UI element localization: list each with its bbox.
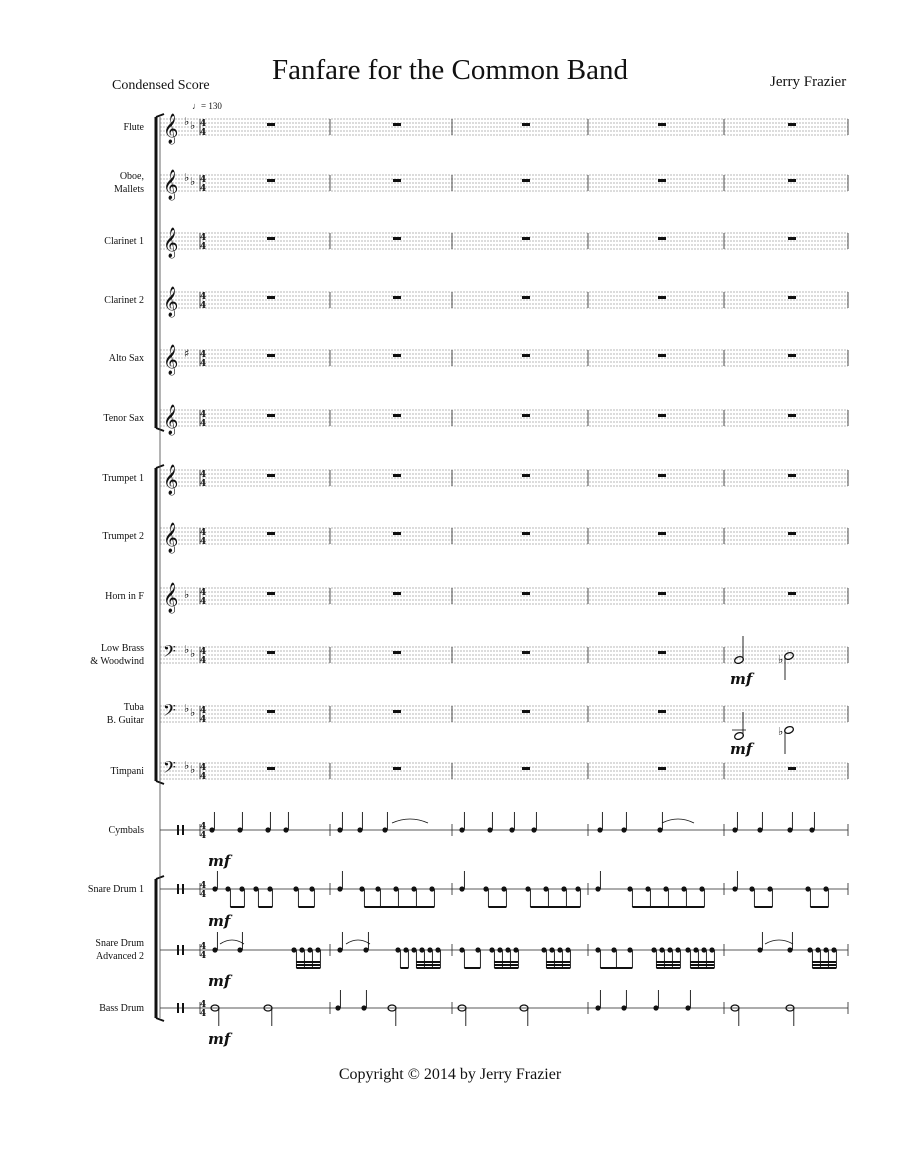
snare-sixteenth xyxy=(549,947,554,952)
snare-note xyxy=(237,947,242,952)
time-signature-bottom: 4 xyxy=(200,951,207,961)
snare-sixteenth xyxy=(565,947,570,952)
tempo-marking: ♩= 130 xyxy=(192,101,222,111)
cymbal-note xyxy=(757,827,762,832)
staff-tuba-b-guitar xyxy=(160,706,848,722)
key-signature-flat: ♭ xyxy=(184,702,190,715)
whole-rest xyxy=(267,532,275,535)
snare-sixteenth xyxy=(815,947,820,952)
instrument-name: Snare Drum 1 xyxy=(87,883,144,895)
whole-rest xyxy=(393,767,401,770)
snare-note xyxy=(595,886,600,891)
percussion-clef xyxy=(177,884,179,894)
key-signature-flat: ♭ xyxy=(190,175,196,188)
cymbal-note xyxy=(459,827,464,832)
time-signature-top: 4 xyxy=(200,528,207,538)
staff-clarinet-2 xyxy=(160,292,848,308)
treble-clef: 𝄞 xyxy=(163,523,179,553)
percussion-clef xyxy=(177,945,179,955)
whole-rest xyxy=(658,123,666,126)
instrument-name: Clarinet 1 xyxy=(104,235,144,247)
whole-rest xyxy=(393,592,401,595)
key-signature-flat: ♭ xyxy=(190,647,196,660)
snare-sixteenth xyxy=(427,947,432,952)
snare-eighth xyxy=(403,947,408,952)
dynamic-mf: mf xyxy=(208,972,231,990)
instrument-name-line2: & Woodwind xyxy=(90,656,144,667)
snare-note xyxy=(212,947,217,952)
snare-eighth xyxy=(681,886,686,891)
time-signature-bottom: 4 xyxy=(200,831,207,841)
whole-rest xyxy=(522,237,530,240)
snare-sixteenth xyxy=(541,947,546,952)
staff-clarinet-1 xyxy=(160,233,848,249)
instrument-name: Alto Sax xyxy=(108,352,144,364)
instrument-name: Tenor Sax xyxy=(103,412,144,424)
cymbal-note xyxy=(787,827,792,832)
snare-sixteenth xyxy=(307,947,312,952)
snare-note xyxy=(459,886,464,891)
treble-clef: 𝄞 xyxy=(163,170,179,200)
whole-rest xyxy=(658,767,666,770)
bass-drum-note xyxy=(595,1005,600,1010)
whole-rest xyxy=(267,767,275,770)
snare-eighth xyxy=(293,886,298,891)
tie xyxy=(662,819,694,823)
snare-note xyxy=(337,947,342,952)
percussion-clef xyxy=(182,825,184,835)
snare-eighth xyxy=(627,947,632,952)
tie xyxy=(392,819,428,823)
instrument-name: Trumpet 1 xyxy=(102,472,144,484)
staff-timpani xyxy=(160,763,848,779)
time-signature-bottom: 4 xyxy=(200,242,207,252)
bass-clef: 𝄢 xyxy=(163,641,176,665)
key-signature-sharp: ♯ xyxy=(184,347,190,360)
time-signature-top: 4 xyxy=(200,175,207,185)
snare-eighth xyxy=(239,886,244,891)
staff-trumpet-2 xyxy=(160,528,848,544)
snare-eighth xyxy=(645,886,650,891)
dynamic-mf: mf xyxy=(730,740,753,758)
cymbal-note xyxy=(283,827,288,832)
cymbal-note xyxy=(621,827,626,832)
bass-drum-note xyxy=(653,1005,658,1010)
staff-trumpet-1 xyxy=(160,470,848,486)
time-signature-bottom: 4 xyxy=(200,301,207,311)
whole-rest xyxy=(658,414,666,417)
time-signature-bottom: 4 xyxy=(200,479,207,489)
whole-rest xyxy=(267,237,275,240)
whole-rest xyxy=(658,474,666,477)
snare-sixteenth xyxy=(291,947,296,952)
snare-sixteenth xyxy=(675,947,680,952)
whole-rest xyxy=(522,651,530,654)
instrument-name-line2: Advanced 2 xyxy=(95,951,144,962)
time-signature-bottom: 4 xyxy=(200,656,207,666)
whole-rest xyxy=(658,592,666,595)
time-signature-top: 4 xyxy=(200,470,207,480)
whole-rest xyxy=(788,296,796,299)
whole-rest xyxy=(267,414,275,417)
whole-rest xyxy=(658,354,666,357)
snare-eighth xyxy=(459,947,464,952)
flat-accidental: ♭ xyxy=(778,653,784,666)
whole-rest xyxy=(522,532,530,535)
staff-snare-drum-advanced-2 xyxy=(160,944,848,956)
whole-rest xyxy=(393,354,401,357)
snare-sixteenth xyxy=(807,947,812,952)
copyright-notice: Copyright © 2014 by Jerry Frazier xyxy=(338,1066,562,1083)
whole-rest xyxy=(267,296,275,299)
dynamic-mf: mf xyxy=(208,912,231,930)
cymbal-note xyxy=(487,827,492,832)
staff-horn-in-f xyxy=(160,588,848,604)
instrument-name-line2: B. Guitar xyxy=(106,715,144,726)
time-signature-top: 4 xyxy=(200,233,207,243)
whole-rest xyxy=(788,532,796,535)
time-signature-top: 4 xyxy=(200,647,207,657)
snare-sixteenth xyxy=(505,947,510,952)
instrument-name: Clarinet 2 xyxy=(104,294,144,306)
time-signature-bottom: 4 xyxy=(200,715,207,725)
whole-rest xyxy=(658,651,666,654)
time-signature-bottom: 4 xyxy=(200,359,207,369)
snare-note xyxy=(337,886,342,891)
time-signature-top: 4 xyxy=(200,588,207,598)
instrument-name: Trumpet 2 xyxy=(102,530,144,542)
time-signature-bottom: 4 xyxy=(200,597,207,607)
key-signature-flat: ♭ xyxy=(190,119,196,132)
treble-clef: 𝄞 xyxy=(163,114,179,144)
snare-eighth xyxy=(359,886,364,891)
snare-eighth xyxy=(611,947,616,952)
cymbal-note xyxy=(209,827,214,832)
whole-rest xyxy=(658,296,666,299)
whole-rest xyxy=(393,532,401,535)
time-signature-bottom: 4 xyxy=(200,1009,207,1019)
treble-clef: 𝄞 xyxy=(163,405,179,435)
instrument-name: Flute xyxy=(123,121,144,133)
whole-rest xyxy=(267,710,275,713)
whole-rest xyxy=(393,237,401,240)
snare-sixteenth xyxy=(831,947,836,952)
percussion-bracket-bottom xyxy=(156,1018,164,1021)
key-signature-flat: ♭ xyxy=(184,588,190,601)
bass-drum-note xyxy=(335,1005,340,1010)
time-signature-top: 4 xyxy=(200,410,207,420)
whole-rest xyxy=(267,179,275,182)
cymbal-note xyxy=(597,827,602,832)
time-signature-top: 4 xyxy=(200,822,207,832)
instrument-name-line2: Mallets xyxy=(114,184,144,195)
snare-sixteenth xyxy=(497,947,502,952)
snare-sixteenth xyxy=(489,947,494,952)
whole-rest xyxy=(522,474,530,477)
whole-rest xyxy=(788,592,796,595)
treble-clef: 𝄞 xyxy=(163,465,179,495)
time-signature-bottom: 4 xyxy=(200,772,207,782)
snare-sixteenth xyxy=(823,947,828,952)
snare-sixteenth xyxy=(659,947,664,952)
treble-clef: 𝄞 xyxy=(163,287,179,317)
snare-eighth xyxy=(595,947,600,952)
snare-sixteenth xyxy=(701,947,706,952)
tie xyxy=(765,940,793,944)
percussion-clef xyxy=(182,884,184,894)
cymbal-note xyxy=(809,827,814,832)
flat-accidental: ♭ xyxy=(778,725,784,738)
instrument-name: Horn in F xyxy=(105,590,144,602)
whole-rest xyxy=(267,123,275,126)
snare-sixteenth xyxy=(685,947,690,952)
percussion-clef xyxy=(182,945,184,955)
time-signature-top: 4 xyxy=(200,763,207,773)
dynamic-mf: mf xyxy=(208,1030,231,1048)
snare-eighth xyxy=(823,886,828,891)
percussion-clef xyxy=(177,825,179,835)
whole-rest xyxy=(658,710,666,713)
whole-rest xyxy=(267,354,275,357)
cymbal-note xyxy=(357,827,362,832)
snare-eighth xyxy=(393,886,398,891)
whole-rest xyxy=(393,123,401,126)
time-signature-top: 4 xyxy=(200,881,207,891)
snare-eighth xyxy=(395,947,400,952)
snare-note xyxy=(363,947,368,952)
snare-eighth xyxy=(767,886,772,891)
snare-eighth xyxy=(627,886,632,891)
snare-sixteenth xyxy=(667,947,672,952)
snare-eighth xyxy=(309,886,314,891)
bass-drum-note xyxy=(621,1005,626,1010)
snare-eighth xyxy=(525,886,530,891)
instrument-name: Snare Drum xyxy=(95,938,144,949)
snare-sixteenth xyxy=(299,947,304,952)
snare-sixteenth xyxy=(435,947,440,952)
cymbal-note xyxy=(531,827,536,832)
snare-note xyxy=(732,886,737,891)
key-signature-flat: ♭ xyxy=(184,171,190,184)
instrument-name: Bass Drum xyxy=(99,1002,144,1014)
snare-eighth xyxy=(501,886,506,891)
cymbal-note xyxy=(732,827,737,832)
snare-sixteenth xyxy=(557,947,562,952)
whole-rest xyxy=(788,123,796,126)
snare-eighth xyxy=(561,886,566,891)
percussion-clef xyxy=(177,1003,179,1013)
bass-drum-note xyxy=(685,1005,690,1010)
bass-clef: 𝄢 xyxy=(163,700,176,724)
staff-oboe-mallets xyxy=(160,175,848,191)
whole-rest xyxy=(393,179,401,182)
time-signature-bottom: 4 xyxy=(200,128,207,138)
instrument-name: Timpani xyxy=(110,765,144,777)
score-subtitle: Condensed Score xyxy=(112,78,210,93)
snare-eighth xyxy=(267,886,272,891)
whole-rest xyxy=(393,414,401,417)
key-signature-flat: ♭ xyxy=(184,115,190,128)
instrument-name: Cymbals xyxy=(108,824,144,836)
snare-eighth xyxy=(475,947,480,952)
whole-rest xyxy=(393,710,401,713)
staff-cymbals xyxy=(160,824,848,836)
snare-eighth xyxy=(805,886,810,891)
time-signature-top: 4 xyxy=(200,942,207,952)
snare-eighth xyxy=(375,886,380,891)
snare-sixteenth xyxy=(651,947,656,952)
staff-low-brass-woodwind xyxy=(160,647,848,663)
snare-sixteenth xyxy=(411,947,416,952)
whole-rest xyxy=(788,237,796,240)
tie xyxy=(220,940,244,944)
time-signature-top: 4 xyxy=(200,350,207,360)
key-signature-flat: ♭ xyxy=(190,706,196,719)
snare-note xyxy=(757,947,762,952)
time-signature-bottom: 4 xyxy=(200,890,207,900)
snare-eighth xyxy=(253,886,258,891)
whole-rest xyxy=(788,474,796,477)
percussion-clef xyxy=(182,1003,184,1013)
whole-rest xyxy=(658,179,666,182)
whole-rest xyxy=(788,179,796,182)
snare-eighth xyxy=(225,886,230,891)
snare-eighth xyxy=(699,886,704,891)
whole-rest xyxy=(267,651,275,654)
time-signature-top: 4 xyxy=(200,706,207,716)
whole-rest xyxy=(393,651,401,654)
snare-note xyxy=(787,947,792,952)
snare-eighth xyxy=(663,886,668,891)
whole-rest xyxy=(658,237,666,240)
treble-clef: 𝄞 xyxy=(163,228,179,258)
staff-alto-sax xyxy=(160,350,848,366)
cymbal-note xyxy=(337,827,342,832)
staff-bass-drum xyxy=(160,1002,848,1014)
snare-eighth xyxy=(575,886,580,891)
whole-rest xyxy=(522,767,530,770)
whole-rest xyxy=(393,296,401,299)
snare-sixteenth xyxy=(709,947,714,952)
time-signature-bottom: 4 xyxy=(200,537,207,547)
time-signature-bottom: 4 xyxy=(200,184,207,194)
composer-name: Jerry Frazier xyxy=(770,74,847,90)
whole-rest xyxy=(788,767,796,770)
staff-flute xyxy=(160,119,848,135)
time-signature-top: 4 xyxy=(200,292,207,302)
key-signature-flat: ♭ xyxy=(184,643,190,656)
key-signature-flat: ♭ xyxy=(190,763,196,776)
instrument-name: Oboe, xyxy=(119,171,144,182)
dynamic-mf: mf xyxy=(208,852,231,870)
snare-eighth xyxy=(483,886,488,891)
treble-clef: 𝄞 xyxy=(163,583,179,613)
tie xyxy=(346,940,370,944)
whole-rest xyxy=(522,296,530,299)
whole-rest xyxy=(522,123,530,126)
whole-rest xyxy=(658,532,666,535)
time-signature-bottom: 4 xyxy=(200,419,207,429)
whole-rest xyxy=(522,179,530,182)
snare-sixteenth xyxy=(315,947,320,952)
snare-eighth xyxy=(749,886,754,891)
snare-eighth xyxy=(429,886,434,891)
key-signature-flat: ♭ xyxy=(184,759,190,772)
whole-rest xyxy=(522,592,530,595)
time-signature-top: 4 xyxy=(200,1000,207,1010)
cymbal-note xyxy=(265,827,270,832)
cymbal-note xyxy=(657,827,662,832)
snare-sixteenth xyxy=(419,947,424,952)
snare-eighth xyxy=(411,886,416,891)
staff-tenor-sax xyxy=(160,410,848,426)
instrument-name: Low Brass xyxy=(100,643,144,654)
instrument-name: Tuba xyxy=(123,702,144,713)
snare-sixteenth xyxy=(513,947,518,952)
whole-rest xyxy=(393,474,401,477)
cymbal-note xyxy=(237,827,242,832)
bass-drum-note xyxy=(361,1005,366,1010)
whole-rest xyxy=(788,354,796,357)
bass-clef: 𝄢 xyxy=(163,757,176,781)
snare-sixteenth xyxy=(693,947,698,952)
cymbal-note xyxy=(382,827,387,832)
score-title: Fanfare for the Common Band xyxy=(272,54,628,86)
snare-note xyxy=(212,886,217,891)
whole-rest xyxy=(267,474,275,477)
whole-rest xyxy=(522,414,530,417)
treble-clef: 𝄞 xyxy=(163,345,179,375)
whole-rest xyxy=(522,710,530,713)
whole-rest xyxy=(267,592,275,595)
snare-eighth xyxy=(543,886,548,891)
whole-rest xyxy=(788,414,796,417)
whole-rest xyxy=(522,354,530,357)
time-signature-top: 4 xyxy=(200,119,207,129)
dynamic-mf: mf xyxy=(730,670,753,688)
cymbal-note xyxy=(509,827,514,832)
